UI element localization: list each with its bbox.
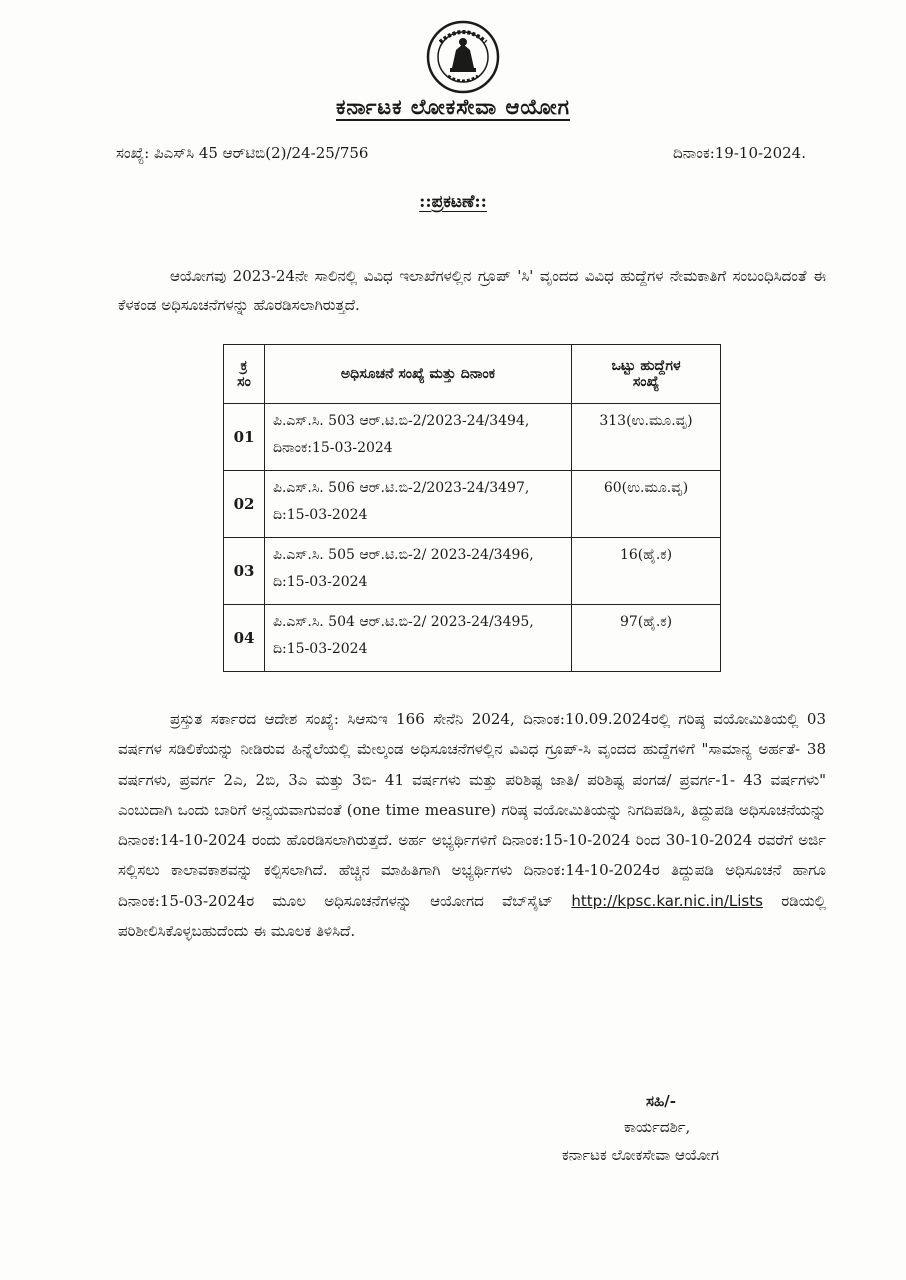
notification-table bbox=[223, 344, 721, 672]
row-ref: ಪಿ.ಎಸ್.ಸಿ. 503 ಆರ್.ಟಿ.ಬಿ-2/2023-24/3494, bbox=[273, 413, 530, 429]
row-ref: ಪಿ.ಎಸ್.ಸಿ. 505 ಆರ್.ಟಿ.ಬಿ-2/ 2023-24/3496, bbox=[273, 547, 534, 563]
signature-signed: ಸಹಿ/- bbox=[646, 1092, 676, 1110]
row-date: ದಿನಾಂಕ:15-03-2024 bbox=[273, 439, 393, 456]
organization-title: ಕರ್ನಾಟಕ ಲೋಕಸೇವಾ ಆಯೋಗ bbox=[335, 94, 570, 119]
header-posts: ಒಟ್ಟು ಹುದ್ದೆಗಳ ಸಂಖ್ಯೆ bbox=[572, 345, 721, 404]
notice-date: ದಿನಾಂಕ:19-10-2024. bbox=[672, 144, 806, 162]
karnataka-emblem-icon bbox=[426, 20, 500, 94]
notice-heading: ::ಪ್ರಕಟಣೆ:: bbox=[419, 192, 487, 212]
row-sl: 01 bbox=[224, 404, 265, 471]
signature-organization: ಕರ್ನಾಟಕ ಲೋಕಸೇವಾ ಆಯೋಗ bbox=[562, 1146, 719, 1164]
table-header-row bbox=[224, 345, 721, 404]
row-date: ದಿ:15-03-2024 bbox=[273, 573, 368, 590]
row-posts: 60(ಉ.ಮೂ.ವೃ) bbox=[572, 471, 721, 538]
row-sl: 02 bbox=[224, 471, 265, 538]
kpsc-website-link[interactable]: http://kpsc.kar.nic.in/Lists bbox=[571, 891, 763, 910]
reference-number: ಸಂಖ್ಯೆ: ಪಿಎಸ್‌ಸಿ 45 ಆರ್‌ಟಿಬಿ(2)/24-25/756 bbox=[116, 144, 369, 162]
body-text: ಪ್ರಸ್ತುತ ಸರ್ಕಾರದ ಆದೇಶ ಸಂಖ್ಯೆ: ಸಿಆಸುಇ 166 ಸೇನೆನಿ 2024, ದಿನಾಂಕ:10.09.2024ರಲ್ಲಿ ಗರಿಷ್ಠ ವಯೋಮಿತಿಯಲ್ಲಿ 03 ವರ್ಷಗಳ ಸಡಿಲಿಕೆಯನ್ನು ನೀಡಿರುವ ಹಿನ್ನೆಲೆಯಲ್ಲಿ ಮೇಲ್ಕಂಡ ಅಧಿಸೂಚನೆಗಳಲ್ಲಿನ ವಿವಿಧ ಗ್ರೂಪ್-ಸಿ ವೃಂದದ ಹುದ್ದೆಗಳಿಗೆ "ಸಾಮಾನ್ಯ ಅರ್ಹತೆ- 38 ವರ್ಷಗಳು, ಪ್ರವರ್ಗ 2ಎ, 2ಬಿ, 3ಎ ಮತ್ತು 3ಬಿ- 41 ವರ್ಷಗಳು ಮತ್ತು ಪರಿಶಿಷ್ಟ ಜಾತಿ/ ಪರಿಶಿಷ್ಟ ಪಂಗಡ/ ಪ್ರವರ್ಗ-1- 43 ವರ್ಷಗಳು" ಎಂಬುದಾಗಿ ಒಂದು ಬಾರಿಗೆ ಅನ್ವಯವಾಗುವಂತೆ (one time measure) ಗರಿಷ್ಠ ವಯೋಮಿತಿಯನ್ನು ನಿಗದಿಪಡಿಸಿ, ತಿದ್ದುಪಡಿ ಅಧಿಸೂಚನೆಯನ್ನು ದಿನಾಂಕ:14-10-2024 ರಂದು ಹೊರಡಿಸಲಾಗಿರುತ್ತದೆ. ಅರ್ಹ ಅಭ್ಯರ್ಥಿಗಳಿಗೆ ದಿನಾಂಕ:15-10-2024 ರಿಂದ 30-10-2024 ರವರೆಗೆ ಅರ್ಜಿ ಸಲ್ಲಿಸಲು ಕಾಲಾವಕಾಶವನ್ನು ಕಲ್ಪಿಸಲಾಗಿದೆ. ಹೆಚ್ಚಿನ ಮಾಹಿತಿಗಾಗಿ ಅಭ್ಯರ್ಥಿಗಳು ದಿನಾಂಕ:14-10-2024ರ ತಿದ್ದುಪಡಿ ಅಧಿಸೂಚನೆ ಹಾಗೂ ದಿನಾಂಕ:15-03-2024ರ ಮೂಲ ಅಧಿಸೂಚನೆಗಳನ್ನು ಆಯೋಗದ ವೆಬ್‌ಸೈಟ್ bbox=[118, 710, 826, 910]
row-posts: 97(ಹೈ.ಕ) bbox=[572, 605, 721, 672]
row-ref: ಪಿ.ಎಸ್.ಸಿ. 504 ಆರ್.ಟಿ.ಬಿ-2/ 2023-24/3495, bbox=[273, 614, 534, 630]
row-posts: 313(ಉ.ಮೂ.ವೃ) bbox=[572, 404, 721, 471]
table-row bbox=[224, 404, 721, 471]
signature-designation: ಕಾರ್ಯದರ್ಶಿ, bbox=[624, 1118, 691, 1136]
row-ref: ಪಿ.ಎಸ್.ಸಿ. 506 ಆರ್.ಟಿ.ಬಿ-2/2023-24/3497, bbox=[273, 480, 530, 496]
row-notification bbox=[265, 471, 572, 538]
body-text-after: ರಡಿಯಲ್ಲಿ ಪರಿಶೀಲಿಸಿಕೊಳ್ಳಬಹುದೆಂದು ಈ ಮೂಲಕ ತಿಳಿಸಿದೆ. bbox=[118, 891, 826, 941]
row-date: ದಿ:15-03-2024 bbox=[273, 506, 368, 523]
table-row bbox=[224, 538, 721, 605]
row-notification bbox=[265, 605, 572, 672]
row-date: ದಿ:15-03-2024 bbox=[273, 640, 368, 657]
header-notification: ಅಧಿಸೂಚನೆ ಸಂಖ್ಯೆ ಮತ್ತು ದಿನಾಂಕ bbox=[265, 345, 572, 404]
table-row bbox=[224, 605, 721, 672]
row-sl: 03 bbox=[224, 538, 265, 605]
table-row bbox=[224, 471, 721, 538]
row-posts: 16(ಹೈ.ಕ) bbox=[572, 538, 721, 605]
row-notification bbox=[265, 404, 572, 471]
row-notification bbox=[265, 538, 572, 605]
row-sl: 04 bbox=[224, 605, 265, 672]
body-paragraph bbox=[118, 704, 826, 946]
header-sl: ಕ್ರ ಸಂ bbox=[224, 345, 265, 404]
intro-paragraph: ಆಯೋಗವು 2023-24ನೇ ಸಾಲಿನಲ್ಲಿ ವಿವಿಧ ಇಲಾಖೆಗಳಲ್ಲಿನ ಗ್ರೂಪ್ 'ಸಿ' ವೃಂದದ ವಿವಿಧ ಹುದ್ದೆಗಳ ನೇಮಕಾತಿಗೆ ಸಂಬಂಧಿಸಿದಂತೆ ಈ ಕೆಳಕಂಡ ಅಧಿಸೂಚನೆಗಳನ್ನು ಹೊರಡಿಸಲಾಗಿರುತ್ತದೆ. bbox=[118, 267, 826, 315]
